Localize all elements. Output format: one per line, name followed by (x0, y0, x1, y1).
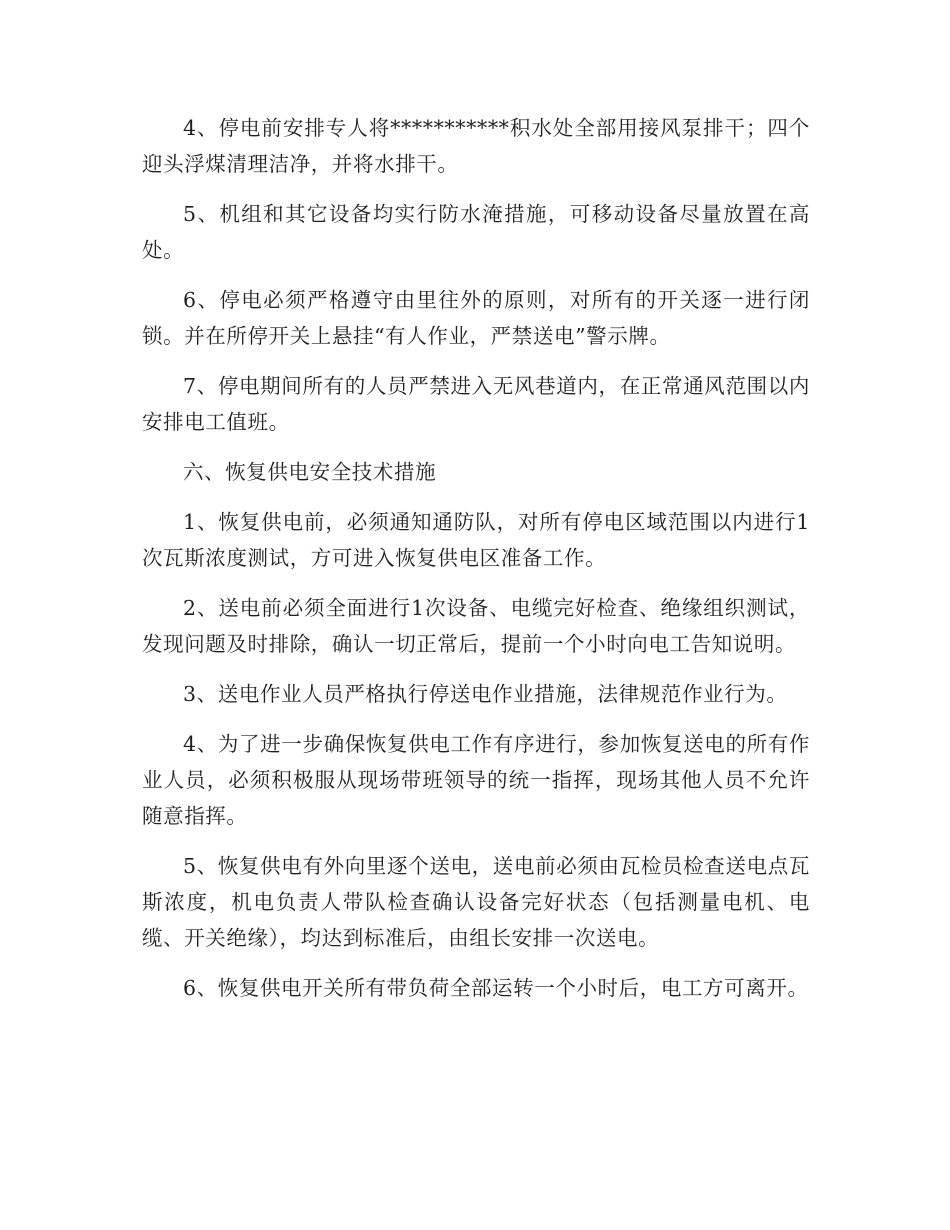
paragraph-restore-step-4: 4、为了进一步确保恢复供电工作有序进行，参加恢复送电的所有作业人员，必须积极服从现场带班领导的统一指挥，现场其他人员不允许随意指挥。 (142, 732, 810, 828)
paragraph-step-4-drain-water: 4、停电前安排专人将***********积水处全部用接风泵排干；四个迎头浮煤清理洁净，并将水排干。 (142, 116, 810, 176)
paragraph-step-7-no-entry: 7、停电期间所有的人员严禁进入无风巷道内，在正常通风范围以内安排电工值班。 (142, 374, 810, 434)
paragraph-restore-step-5: 5、恢复供电有外向里逐个送电，送电前必须由瓦检员检查送电点瓦斯浓度，机电负责人带队检查确认设备完好状态（包括测量电机、电缆、开关绝缘），均达到标准后，由组长安排一次送电。 (142, 854, 810, 950)
paragraph-restore-step-2: 2、送电前必须全面进行1次设备、电缆完好检查、绝缘组织测试，发现问题及时排除，确认一切正常后，提前一个小时向电工告知说明。 (142, 596, 810, 656)
paragraph-step-5-flood-protection: 5、机组和其它设备均实行防水淹措施，可移动设备尽量放置在高处。 (142, 202, 810, 262)
document-body (142, 110, 810, 1020)
paragraph-restore-step-1: 1、恢复供电前，必须通知通防队，对所有停电区域范围以内进行1次瓦斯浓度测试，方可进入恢复供电区准备工作。 (142, 510, 810, 570)
paragraph-restore-step-6: 6、恢复供电开关所有带负荷全部运转一个小时后，电工方可离开。 (183, 976, 809, 1000)
paragraph-step-6-lockout: 6、停电必须严格遵守由里往外的原则，对所有的开关逐一进行闭锁。并在所停开关上悬挂“有人作业，严禁送电”警示牌。 (142, 288, 810, 348)
paragraph-restore-step-3: 3、送电作业人员严格执行停送电作业措施，法律规范作业行为。 (183, 682, 788, 706)
section-heading-restore-power: 六、恢复供电安全技术措施 (183, 460, 437, 484)
